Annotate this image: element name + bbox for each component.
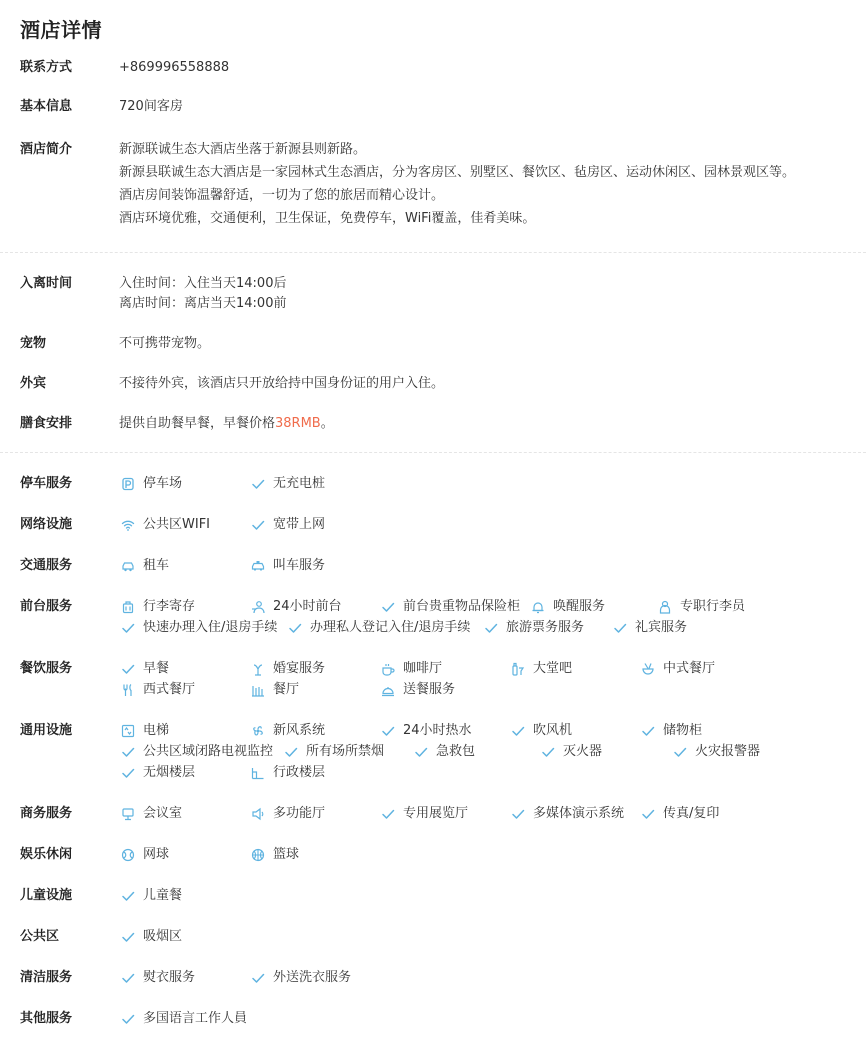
foreign-guests-label: 外宾	[20, 376, 47, 391]
banquet-icon	[251, 662, 265, 676]
breakfast-price: 38RMB	[275, 416, 321, 431]
check-icon	[541, 745, 555, 759]
pets-label: 宠物	[20, 336, 47, 351]
facility-item-label: 行政楼层	[273, 765, 326, 780]
facility-item-label: 多媒体演示系统	[533, 806, 625, 821]
parking-icon	[121, 477, 135, 491]
pets-value: 不可携带宠物。	[119, 336, 211, 351]
wake-up-icon	[531, 600, 545, 614]
facility-label: 儿童设施	[20, 888, 73, 903]
facility-item-label: 中式餐厅	[663, 661, 716, 676]
facility-item-label: 早餐	[143, 661, 170, 676]
checkin-times	[119, 274, 866, 314]
facility-item-label: 无烟楼层	[143, 765, 196, 780]
facility-item-label: 租车	[143, 558, 170, 573]
facility-item-label: 会议室	[143, 806, 183, 821]
facility-item-label: 公共区WIFI	[143, 517, 210, 532]
intro-line: 新源联诚生态大酒店坐落于新源县则新路。	[119, 142, 367, 157]
wifi-icon	[121, 518, 135, 532]
luggage-icon	[121, 600, 135, 614]
facility-item-label: 传真/复印	[663, 806, 720, 821]
facility-item-label: 送餐服务	[403, 682, 456, 697]
facility-item-label: 无充电桩	[273, 476, 326, 491]
section-divider	[0, 452, 866, 453]
check-icon	[673, 745, 687, 759]
facility-label: 停车服务	[20, 476, 73, 491]
facility-item-label: 咖啡厅	[403, 661, 443, 676]
facility-item-label: 儿童餐	[143, 888, 183, 903]
check-icon	[284, 745, 298, 759]
check-icon	[121, 766, 135, 780]
check-icon	[641, 807, 655, 821]
intro-line: 酒店环境优雅，交通便利，卫生保证，免费停车，WiFi覆盖，佳肴美味。	[119, 211, 536, 226]
facility-label: 娱乐休闲	[20, 847, 73, 862]
room-service-icon	[381, 683, 395, 697]
restaurant-icon	[251, 683, 265, 697]
bar-icon	[511, 662, 525, 676]
facility-item-label: 外送洗衣服务	[273, 970, 352, 985]
check-icon	[381, 724, 395, 738]
facility-item-label: 24小时前台	[273, 599, 342, 614]
intro-line: 酒店房间装饰温馨舒适，一切为了您的旅居而精心设计。	[119, 188, 445, 203]
facility-item-label: 网球	[143, 847, 170, 862]
facility-item-label: 储物柜	[663, 723, 703, 738]
facility-item-label: 旅游票务服务	[506, 620, 585, 635]
check-icon	[251, 971, 265, 985]
facility-item-label: 大堂吧	[533, 661, 573, 676]
facility-item-label: 篮球	[273, 847, 300, 862]
checkout-time: 离店时间：离店当天14:00前	[119, 296, 287, 311]
elevator-icon	[121, 724, 135, 738]
contact-value: +869996558888	[119, 60, 230, 75]
meal-label: 膳食安排	[20, 416, 73, 431]
facility-item-label: 多功能厅	[273, 806, 326, 821]
meeting-room-icon	[121, 807, 135, 821]
facility-item-label: 专职行李员	[680, 599, 746, 614]
facility-item-label: 行李寄存	[143, 599, 196, 614]
facility-item-label: 新风系统	[273, 723, 326, 738]
meal-value	[119, 414, 866, 434]
foreign-guests-value: 不接待外宾，该酒店只开放给持中国身份证的用户入住。	[119, 376, 445, 391]
facility-item-label: 唤醒服务	[553, 599, 606, 614]
intro-text	[119, 138, 866, 230]
check-icon	[484, 621, 498, 635]
taxi-icon	[251, 559, 265, 573]
section-divider	[0, 252, 866, 253]
check-icon	[251, 518, 265, 532]
facility-item-label: 电梯	[143, 723, 170, 738]
facility-item-label: 吸烟区	[143, 929, 183, 944]
check-icon	[414, 745, 428, 759]
executive-floor-icon	[251, 766, 265, 780]
car-rental-icon	[121, 559, 135, 573]
facility-label: 公共区	[20, 929, 60, 944]
basketball-icon	[251, 848, 265, 862]
check-icon	[251, 477, 265, 491]
facility-label: 清洁服务	[20, 970, 73, 985]
check-icon	[121, 745, 135, 759]
contact-label: 联系方式	[20, 60, 73, 75]
facility-label: 其他服务	[20, 1011, 73, 1026]
multi-hall-icon	[251, 807, 265, 821]
check-icon	[381, 600, 395, 614]
facility-item-label: 餐厅	[273, 682, 300, 697]
basic-info-value: 720间客房	[119, 99, 183, 114]
meal-prefix: 提供自助餐早餐，早餐价格	[119, 416, 276, 431]
facility-item-label: 24小时热水	[403, 723, 472, 738]
facility-item-label: 火灾报警器	[695, 744, 761, 759]
check-icon	[613, 621, 627, 635]
facility-item-label: 礼宾服务	[635, 620, 688, 635]
check-icon	[288, 621, 302, 635]
page-title: 酒店详情	[20, 18, 102, 42]
facility-label: 商务服务	[20, 806, 73, 821]
intro-label: 酒店简介	[20, 142, 73, 157]
chinese-food-icon	[641, 662, 655, 676]
checkin-label: 入离时间	[20, 276, 73, 291]
facility-item-label: 宽带上网	[273, 517, 326, 532]
check-icon	[511, 807, 525, 821]
facility-item-label: 多国语言工作人員	[143, 1011, 248, 1026]
facility-item-label: 专用展览厅	[403, 806, 469, 821]
facility-item-label: 办理私人登记入住/退房手续	[310, 620, 471, 635]
check-icon	[121, 930, 135, 944]
facility-item-label: 所有场所禁烟	[306, 744, 385, 759]
fan-icon	[251, 724, 265, 738]
check-icon	[121, 971, 135, 985]
check-icon	[641, 724, 655, 738]
checkin-time: 入住时间：入住当天14:00后	[119, 276, 287, 291]
basic-info-label: 基本信息	[20, 99, 73, 114]
facility-item-label: 吹风机	[533, 723, 573, 738]
facility-item-label: 婚宴服务	[273, 661, 326, 676]
facility-label: 餐饮服务	[20, 661, 73, 676]
check-icon	[121, 889, 135, 903]
facility-item-label: 停车场	[143, 476, 183, 491]
facility-item-label: 公共区域闭路电视监控	[143, 744, 274, 759]
intro-line: 新源县联诚生态大酒店是一家园林式生态酒店，分为客房区、别墅区、餐饮区、毡房区、运动休闲区、园林景观区等。	[119, 165, 796, 180]
facility-item-label: 快速办理入住/退房手续	[143, 620, 278, 635]
check-icon	[121, 1012, 135, 1026]
facility-item-label: 西式餐厅	[143, 682, 196, 697]
bellhop-icon	[658, 600, 672, 614]
check-icon	[511, 724, 525, 738]
facility-item-label: 灭火器	[563, 744, 603, 759]
tennis-icon	[121, 848, 135, 862]
facility-label: 网络设施	[20, 517, 73, 532]
facility-label: 前台服务	[20, 599, 73, 614]
facility-label: 交通服务	[20, 558, 73, 573]
reception-icon	[251, 600, 265, 614]
coffee-icon	[381, 662, 395, 676]
check-icon	[121, 621, 135, 635]
facility-item-label: 前台贵重物品保险柜	[403, 599, 521, 614]
facility-item-label: 叫车服务	[273, 558, 326, 573]
meal-suffix: 。	[320, 416, 334, 431]
facility-label: 通用设施	[20, 723, 73, 738]
facility-item-label: 急救包	[436, 744, 476, 759]
western-food-icon	[121, 683, 135, 697]
check-icon	[121, 662, 135, 676]
facility-item-label: 熨衣服务	[143, 970, 196, 985]
check-icon	[381, 807, 395, 821]
